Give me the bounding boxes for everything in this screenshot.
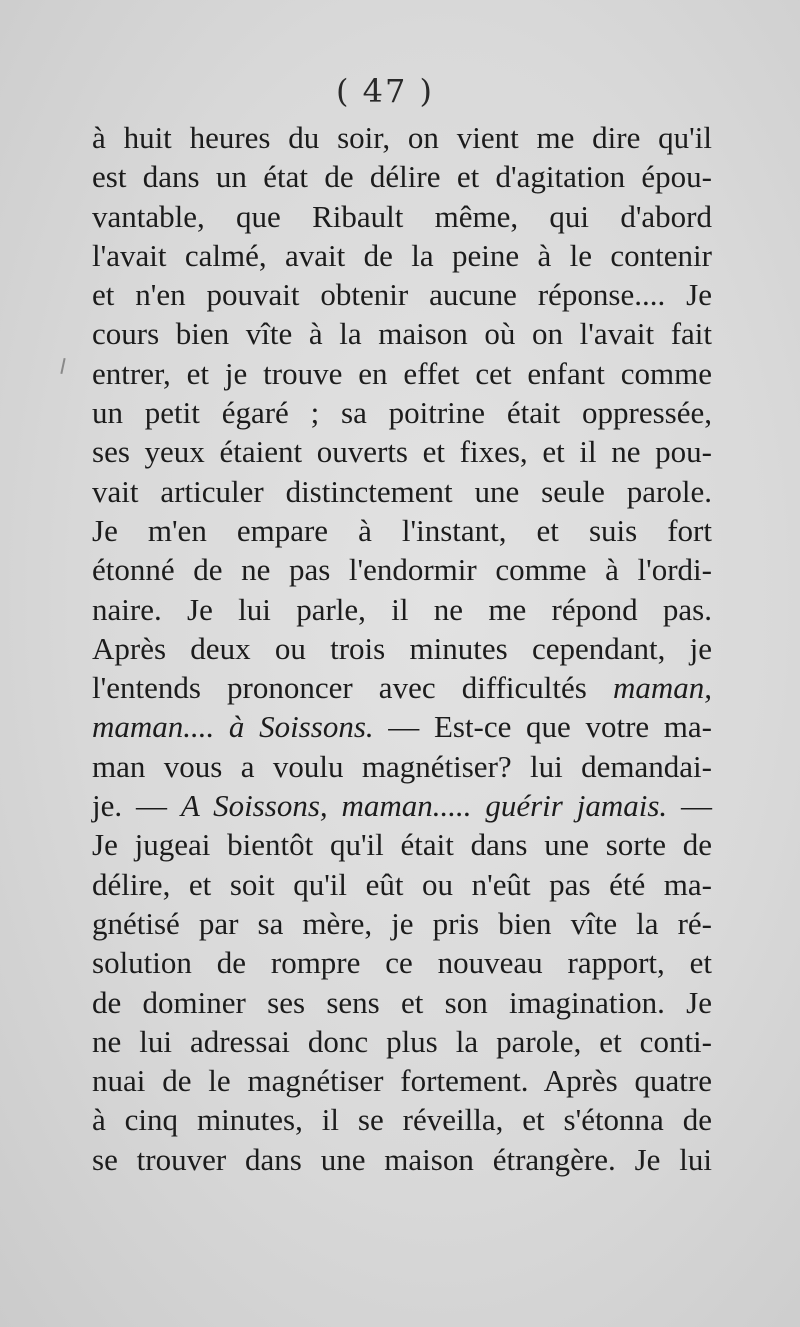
text-line-22: solution de rompre ce nouveau rapport, et	[92, 945, 712, 981]
text-line-12: étonné de ne pas l'endormir comme à l'ordi-	[92, 552, 712, 588]
text-line-16	[92, 707, 712, 746]
text-line-27: se trouver dans une maison étrangère. Je lui	[92, 1141, 712, 1177]
text-line-5: et n'en pouvait obtenir aucune réponse.... Je	[92, 277, 712, 313]
text-segment: je. —	[92, 788, 181, 824]
text-segment: — Est-ce que votre ma-	[373, 709, 712, 745]
text-line-10: vait articuler distinctement une seule parole.	[92, 473, 712, 509]
text-line-14: Après deux ou trois minutes cependant, je	[92, 630, 712, 666]
text-line-15	[92, 668, 712, 707]
text-line-2: est dans un état de délire et d'agitation épou-	[92, 159, 712, 195]
text-line-8: un petit égaré ; sa poitrine était oppressée,	[92, 395, 712, 431]
text-line-17: man vous a voulu magnétiser? lui demandai-	[92, 748, 712, 784]
margin-mark	[60, 358, 65, 374]
text-line-9: ses yeux étaient ouverts et fixes, et il ne pou-	[92, 434, 712, 470]
text-segment: —	[667, 788, 713, 824]
text-line-3: vantable, que Ribault même, qui d'abord	[92, 198, 712, 234]
text-line-1: à huit heures du soir, on vient me dire qu'il	[92, 120, 712, 155]
text-line-7: entrer, et je trouve en effet cet enfant comme	[92, 355, 712, 391]
text-line-19: Je jugeai bientôt qu'il était dans une sorte de	[92, 827, 712, 863]
page-number: ( 47 )	[335, 72, 435, 110]
text-line-18	[92, 786, 712, 825]
text-line-4: l'avait calmé, avait de la peine à le contenir	[92, 237, 712, 273]
text-line-13: naire. Je lui parle, il ne me répond pas.	[92, 591, 712, 627]
text-line-23: de dominer ses sens et son imagination. Je	[92, 984, 712, 1020]
text-line-21: gnétisé par sa mère, je pris bien vîte la ré-	[92, 905, 712, 941]
body-text	[92, 118, 712, 1179]
text-segment: l'entends prononcer avec difficultés	[92, 670, 613, 706]
text-line-25: nuai de le magnétiser fortement. Après quatre	[92, 1063, 712, 1099]
italic-segment: A Soissons, maman..... guérir jamais.	[180, 788, 668, 824]
italic-segment: maman,	[612, 670, 712, 706]
text-line-6: cours bien vîte à la maison où on l'avait fait	[92, 316, 712, 352]
text-line-20: délire, et soit qu'il eût ou n'eût pas été ma-	[92, 866, 712, 902]
text-line-24: ne lui adressai donc plus la parole, et conti-	[92, 1023, 712, 1059]
text-line-11: Je m'en empare à l'instant, et suis fort	[92, 512, 712, 548]
italic-segment: maman.... à Soissons.	[92, 709, 374, 745]
text-line-26: à cinq minutes, il se réveilla, et s'étonna de	[92, 1102, 712, 1138]
